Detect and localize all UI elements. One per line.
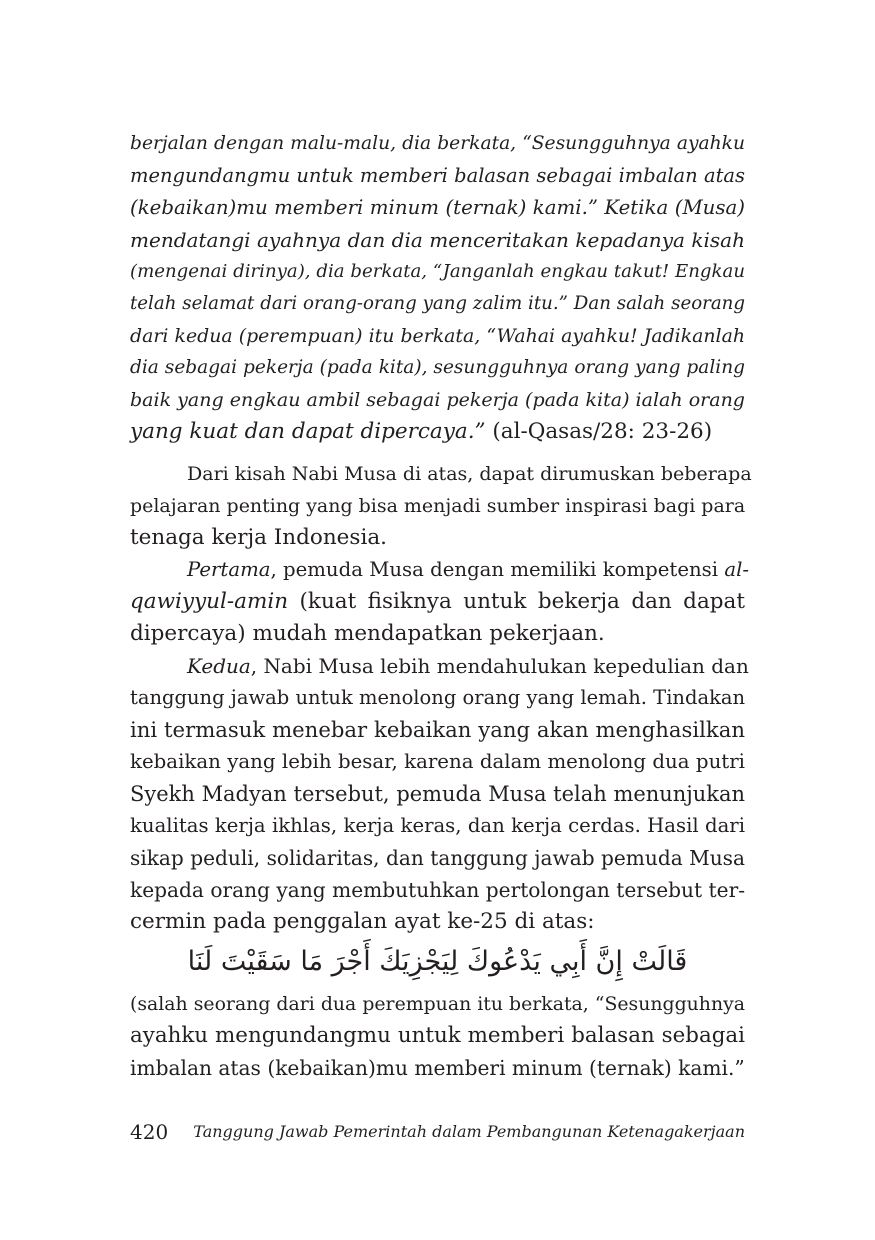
- para-line: qawiyyul-amin (kuat fisiknya untuk bekerja dan dapat: [130, 589, 745, 614]
- quote-line: berjalan dengan malu-malu, dia berkata, “Sesungguhnya ayahku: [130, 133, 745, 154]
- para-line: cermin pada penggalan ayat ke-25 di atas:: [130, 909, 595, 934]
- italic-term: qawiyyul-amin: [130, 589, 289, 614]
- quote-citation: (al-Qasas/28: 23-26): [485, 419, 713, 444]
- quote-line: telah selamat dari orang-orang yang zalim itu.” Dan salah seorang: [130, 293, 745, 314]
- para-line: tanggung jawab untuk menolong orang yang lemah. Tindakan: [130, 686, 746, 709]
- page-body: [130, 128, 752, 1084]
- italic-term: al-: [724, 558, 750, 581]
- para-line: imbalan atas (kebaikan)mu memberi minum (ternak) kami.”: [130, 1056, 745, 1080]
- quote-line: baik yang engkau ambil sebagai pekerja (pada kita) ialah orang: [130, 389, 745, 411]
- para-line: tenaga kerja Indonesia.: [130, 525, 387, 550]
- quote-line: mendatangi ayahnya dan dia menceritakan kepadanya kisah: [130, 228, 745, 252]
- para-line: Syekh Madyan tersebut, pemuda Musa telah menunjukan: [130, 782, 745, 806]
- italic-term: Kedua: [187, 654, 251, 678]
- quote-line: (kebaikan)mu memberi minum (ternak) kami.” Ketika (Musa): [130, 196, 745, 219]
- page-footer: [130, 1118, 745, 1146]
- paragraph-intro: [130, 458, 752, 554]
- verse-translation: [130, 988, 745, 1084]
- para-line: dipercaya) mudah mendapatkan pekerjaan.: [130, 621, 605, 646]
- para-line: ini termasuk menebar kebaikan yang akan menghasilkan: [130, 717, 745, 742]
- quote-line: mengundangmu untuk memberi balasan sebagai imbalan atas: [130, 164, 745, 187]
- para-line: sikap peduli, solidaritas, dan tanggung jawab pemuda Musa: [130, 846, 745, 870]
- para-line: ayahku mengundangmu untuk memberi balasan sebagai: [130, 1023, 745, 1048]
- para-line: Kedua, Nabi Musa lebih mendahulukan kepedulian dan: [187, 654, 749, 678]
- para-line: Pertama, pemuda Musa dengan memiliki kompetensi al-: [187, 558, 750, 581]
- quote-last-italic: yang kuat dan dapat dipercaya.”: [130, 419, 486, 444]
- para-line: (salah seorang dari dua perempuan itu berkata, “Sesungguhnya: [130, 993, 745, 1015]
- paragraph-pertama: [130, 554, 750, 650]
- running-title: Tanggung Jawab Pemerintah dalam Pembangunan Ketenagakerjaan: [193, 1122, 745, 1141]
- para-line: kualitas kerja ikhlas, kerja keras, dan kerja cerdas. Hasil dari: [130, 814, 745, 837]
- page-number: 420: [130, 1120, 169, 1144]
- quote-line: dia sebagai pekerja (pada kita), sesungguhnya orang yang paling: [130, 357, 745, 378]
- quote-last-line: [130, 416, 745, 448]
- paragraph-kedua: [130, 650, 749, 938]
- quote-line: dari kedua (perempuan) itu berkata, “Wahai ayahku! Jadikanlah: [130, 325, 745, 347]
- para-line: pelajaran penting yang bisa menjadi sumber inspirasi bagi para: [130, 495, 746, 517]
- quran-translation-quote: [130, 128, 745, 448]
- para-line: kepada orang yang membutuhkan pertolongan tersebut ter-: [130, 878, 745, 902]
- para-line: Dari kisah Nabi Musa di atas, dapat dirumuskan beberapa: [187, 463, 752, 485]
- para-line: kebaikan yang lebih besar, karena dalam menolong dua putri: [130, 750, 745, 773]
- italic-term: Pertama: [187, 558, 271, 581]
- quote-line: (mengenai dirinya), dia berkata, “Janganlah engkau takut! Engkau: [130, 261, 745, 282]
- arabic-verse: قَالَتْ إِنَّ أَبِي يَدْعُوكَ لِيَجْزِيَكَ أَجْرَ مَا سَقَيْتَ لَنَا: [187, 946, 688, 977]
